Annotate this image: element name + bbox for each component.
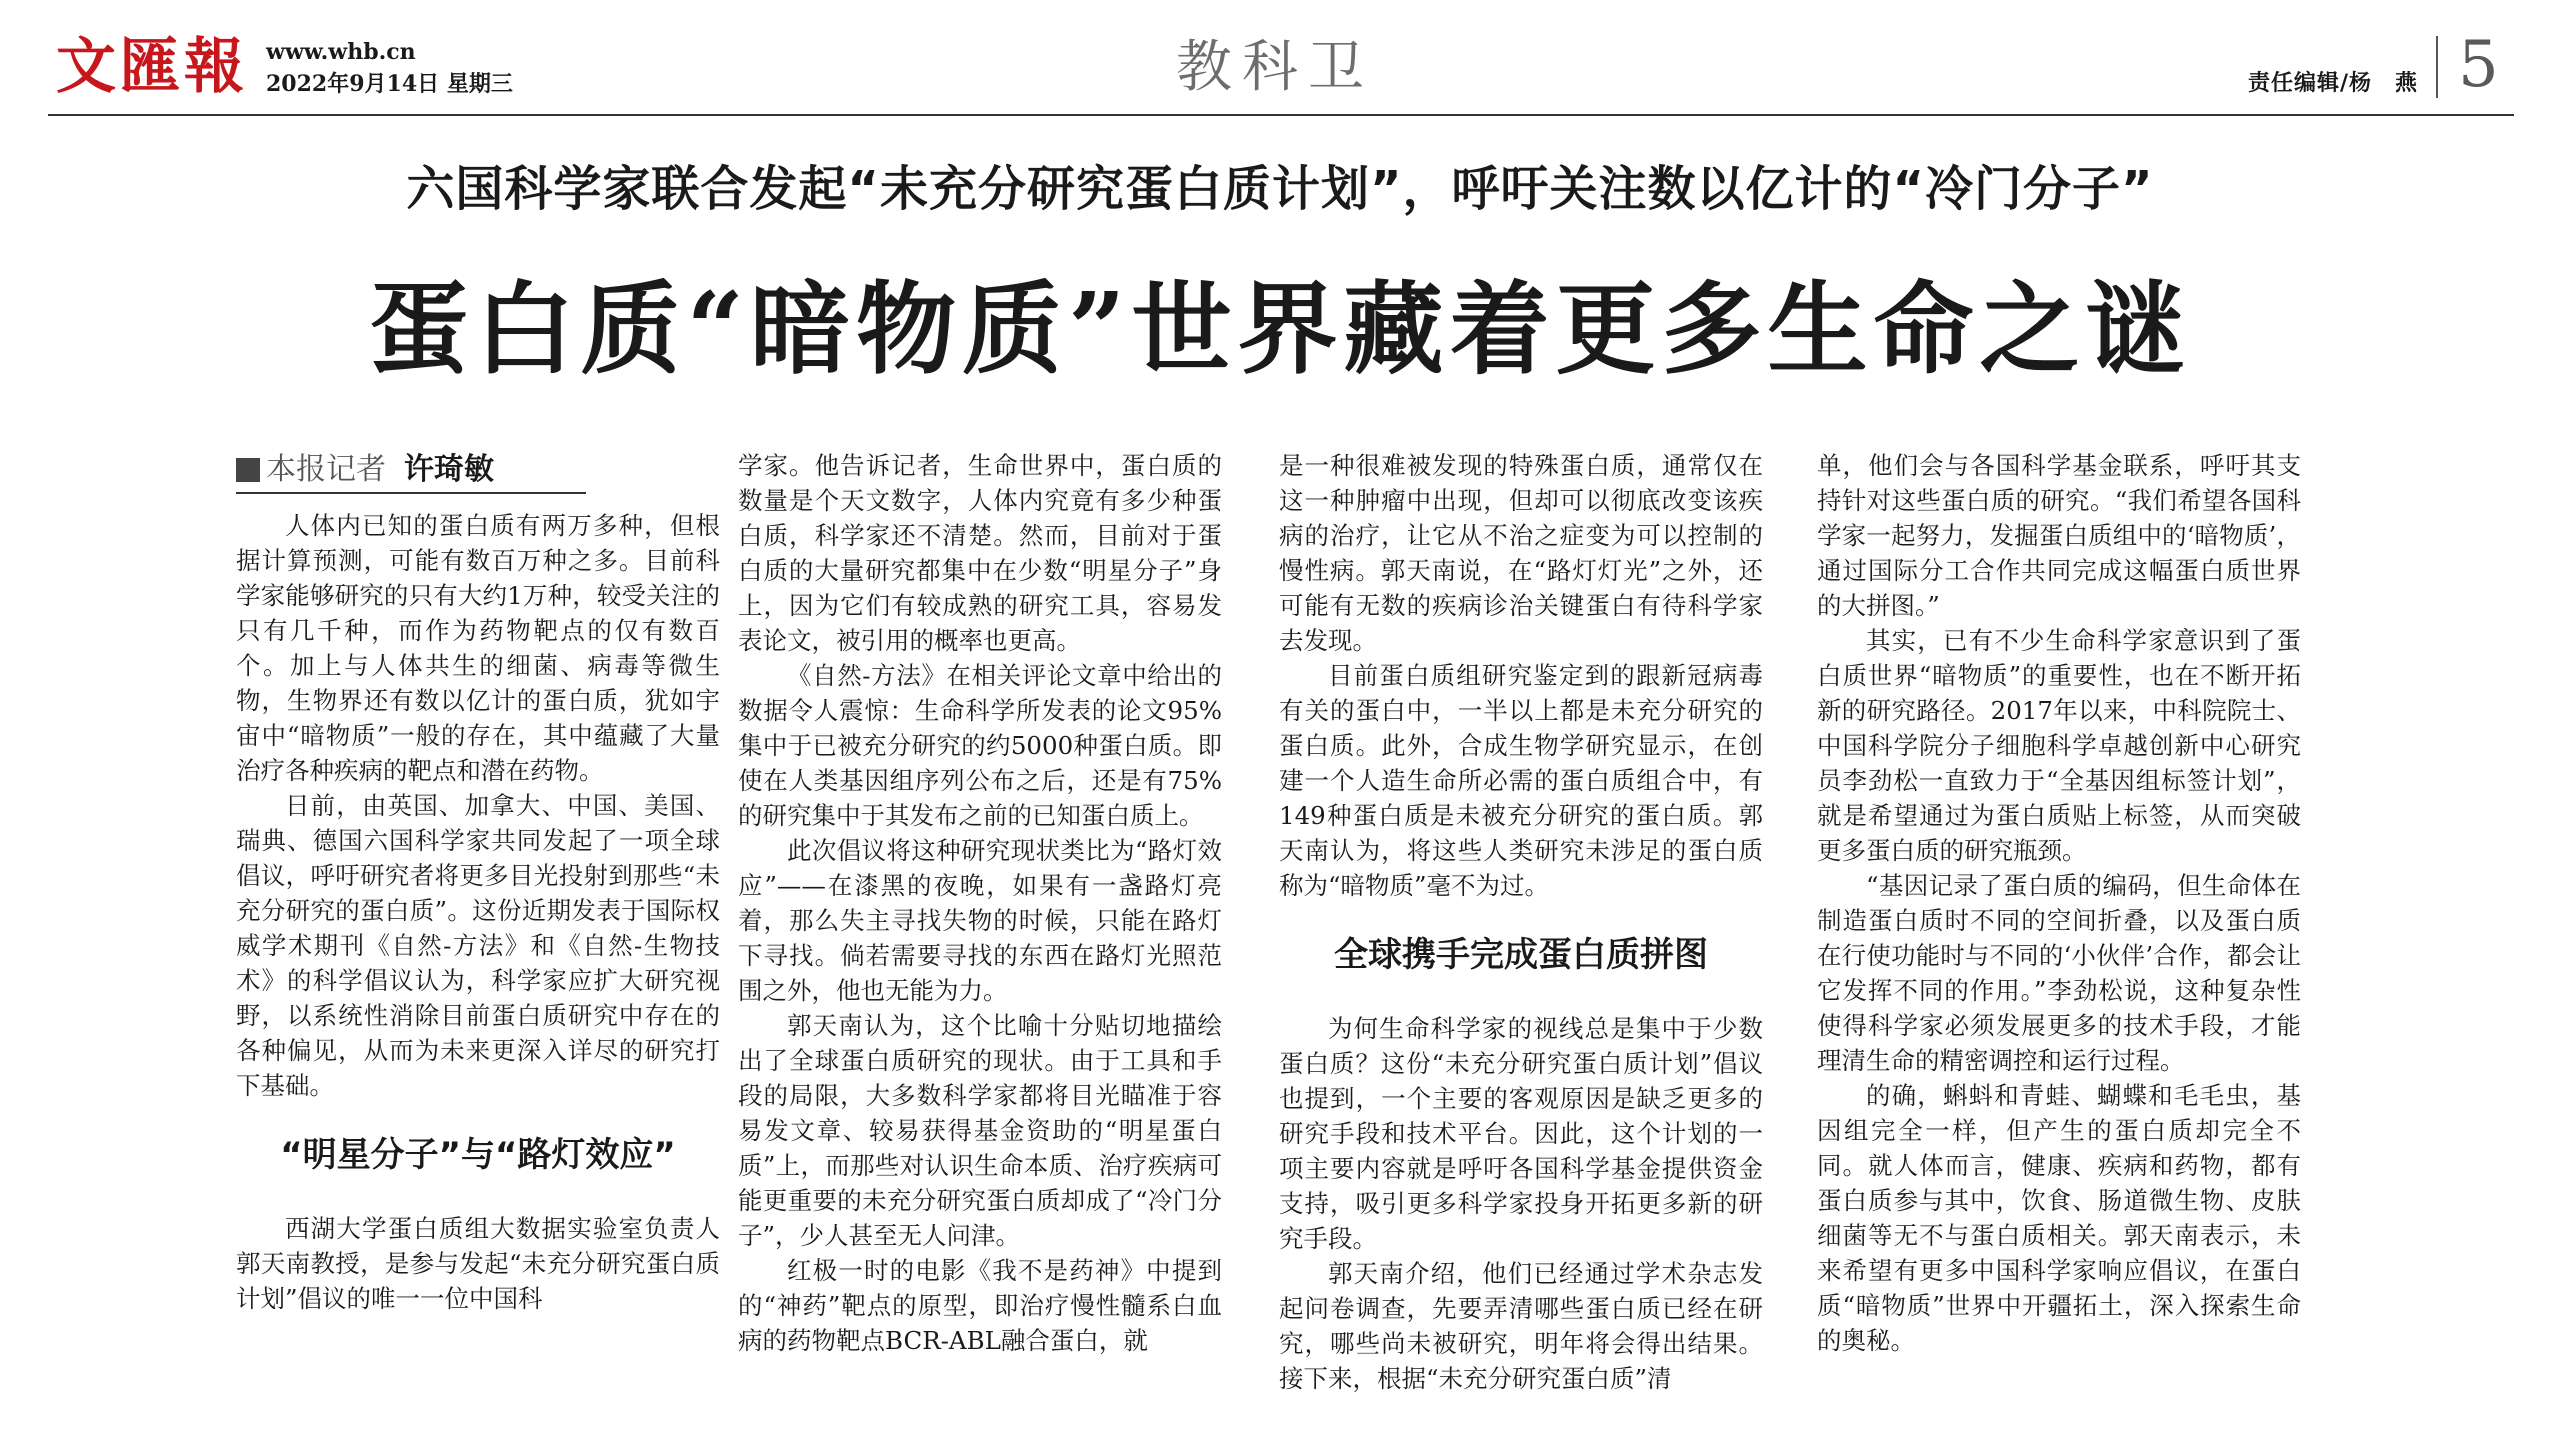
reporter-name: 许琦敏 xyxy=(404,452,494,487)
section-name: 教科卫 xyxy=(1176,35,1374,100)
article-paragraph: 的确，蝌蚪和青蛙、蝴蝶和毛毛虫，基因组完全一样，但产生的蛋白质却完全不同。就人体而言，健康、疾病和药物，都有蛋白质参与其中，饮食、肠道微生物、皮肤细菌等无不与蛋白质相关。郭天南表示，未来希望有更多中国科学家响应倡议，在蛋白质“暗物质”世界中开疆拓土，深入探索生命的奥秘。 xyxy=(1817,1081,2301,1355)
byline-prefix: 本报记者 xyxy=(266,452,386,487)
masthead-rule xyxy=(48,114,2514,116)
byline-square-icon xyxy=(236,458,260,482)
article-paragraph: 此次倡议将这种研究现状类比为“路灯效应”——在漆黑的夜晚，如果有一盏路灯亮着，那么失主寻找失物的时候，只能在路灯下寻找。倘若需要寻找的东西在路灯光照范围之外，他也无能为力。 xyxy=(738,836,1222,1005)
article-body xyxy=(236,448,2326,1408)
article-paragraph: 是一种很难被发现的特殊蛋白质，通常仅在这一种肿瘤中出现，但却可以彻底改变该疾病的治疗，让它从不治之症变为可以控制的慢性病。郭天南说，在“路灯灯光”之外，还可能有无数的疾病诊治关键蛋白有待科学家去发现。 xyxy=(1279,451,1763,655)
article-column-3 xyxy=(1279,448,1763,1396)
masthead-info xyxy=(266,36,513,100)
article-paragraph: 目前蛋白质组研究鉴定到的跟新冠病毒有关的蛋白中，一半以上都是未充分研究的蛋白质。此外，合成生物学研究显示，在创建一个人造生命所必需的蛋白质组合中，有149种蛋白质是未被充分研究的蛋白质。郭天南认为，将这些人类研究未涉足的蛋白质称为“暗物质”毫不为过。 xyxy=(1279,661,1763,900)
article-paragraph: 其实，已有不少生命科学家意识到了蛋白质世界“暗物质”的重要性，也在不断开拓新的研究路径。2017年以来，中科院院士、中国科学院分子细胞科学卓越创新中心研究员李劲松一直致力于“全基因组标签计划”，就是希望通过为蛋白质贴上标签，从而突破更多蛋白质的研究瓶颈。 xyxy=(1817,626,2301,865)
article-paragraph: 人体内已知的蛋白质有两万多种，但根据计算预测，可能有数百万种之多。目前科学家能够研究的只有大约1万种，较受关注的只有几千种，而作为药物靶点的仅有数百个。加上与人体共生的细菌、病毒等微生物，生物界还有数以亿计的蛋白质，犹如宇宙中“暗物质”一般的存在，其中蕴藏了大量治疗各种疾病的靶点和潜在药物。 xyxy=(236,511,720,785)
byline xyxy=(236,448,586,494)
article-paragraph: “基因记录了蛋白质的编码，但生命体在制造蛋白质时不同的空间折叠，以及蛋白质在行使功能时与不同的‘小伙伴’合作，都会让它发挥不同的作用。”李劲松说，这种复杂性使得科学家必须发展更多的技术手段，才能理清生命的精密调控和运行过程。 xyxy=(1817,871,2301,1075)
editor-credit: 责任编辑/杨 燕 xyxy=(2248,71,2419,96)
article-subhead: 全球携手完成蛋白质拼图 xyxy=(1334,935,1708,975)
issue-date: 2022年9月14日 星期三 xyxy=(266,71,513,97)
article-column-2 xyxy=(738,448,1222,1358)
article-paragraph: 单，他们会与各国科学基金联系，呼吁其支持针对这些蛋白质的研究。“我们希望各国科学家一起努力，发掘蛋白质组中的‘暗物质’，通过国际分工合作共同完成这幅蛋白质世界的大拼图。” xyxy=(1817,451,2301,620)
article-paragraph: 郭天南介绍，他们已经通过学术杂志发起问卷调查，先要弄清哪些蛋白质已经在研究，哪些尚未被研究，明年将会得出结果。接下来，根据“未充分研究蛋白质”清 xyxy=(1279,1259,1763,1393)
article-paragraph: 《自然-方法》在相关评论文章中给出的数据令人震惊：生命科学所发表的论文95%集中于已被充分研究的约5000种蛋白质。即使在人类基因组序列公布之后，还是有75%的研究集中于其发布之前的已知蛋白质上。 xyxy=(738,661,1222,830)
article-paragraph: 西湖大学蛋白质组大数据实验室负责人郭天南教授，是参与发起“未充分研究蛋白质计划”倡议的唯一一位中国科 xyxy=(236,1214,720,1313)
article-column-1 xyxy=(236,448,720,1316)
article-paragraph: 日前，由英国、加拿大、中国、美国、瑞典、德国六国科学家共同发起了一项全球倡议，呼吁研究者将更多目光投射到那些“未充分研究的蛋白质”。这份近期发表于国际权威学术期刊《自然-方法》和《自然-生物技术》的科学倡议认为，科学家应扩大研究视野，以系统性消除目前蛋白质研究中存在的各种偏见，从而为未来更深入详尽的研究打下基础。 xyxy=(236,791,720,1100)
article-paragraph: 为何生命科学家的视线总是集中于少数蛋白质？这份“未充分研究蛋白质计划”倡议也提到，一个主要的客观原因是缺乏更多的研究手段和技术平台。因此，这个计划的一项主要内容就是呼吁各国科学基金提供资金支持，吸引更多科学家投身开拓更多新的研究手段。 xyxy=(1279,1014,1763,1253)
article-kicker: 六国科学家联合发起“未充分研究蛋白质计划”，呼吁关注数以亿计的“冷门分子” xyxy=(406,161,2154,217)
site-url[interactable]: www.whb.cn xyxy=(266,39,416,65)
article-paragraph: 学家。他告诉记者，生命世界中，蛋白质的数量是个天文数字，人体内究竟有多少种蛋白质，科学家还不清楚。然而，目前对于蛋白质的大量研究都集中在少数“明星分子”身上，因为它们有较成熟的研究工具，容易发表论文，被引用的概率也更高。 xyxy=(738,451,1222,655)
article-paragraph: 郭天南认为，这个比喻十分贴切地描绘出了全球蛋白质研究的现状。由于工具和手段的局限，大多数科学家都将目光瞄准于容易发文章、较易获得基金资助的“明星蛋白质”上，而那些对认识生命本质、治疗疾病可能更重要的未充分研究蛋白质却成了“冷门分子”，少人甚至无人问津。 xyxy=(738,1011,1222,1250)
masthead xyxy=(48,28,2514,114)
article-paragraph: 红极一时的电影《我不是药神》中提到的“神药”靶点的原型，即治疗慢性髓系白血病的药物靶点BCR-ABL融合蛋白，就 xyxy=(738,1256,1222,1355)
article-subhead: “明星分子”与“路灯效应” xyxy=(280,1135,676,1175)
newspaper-logo: 文匯報 xyxy=(56,32,248,102)
masthead-divider xyxy=(2436,36,2438,98)
article-headline: 蛋白质“暗物质”世界藏着更多生命之谜 xyxy=(368,270,2192,388)
page-number: 5 xyxy=(2458,28,2499,102)
article-column-4 xyxy=(1817,448,2301,1358)
